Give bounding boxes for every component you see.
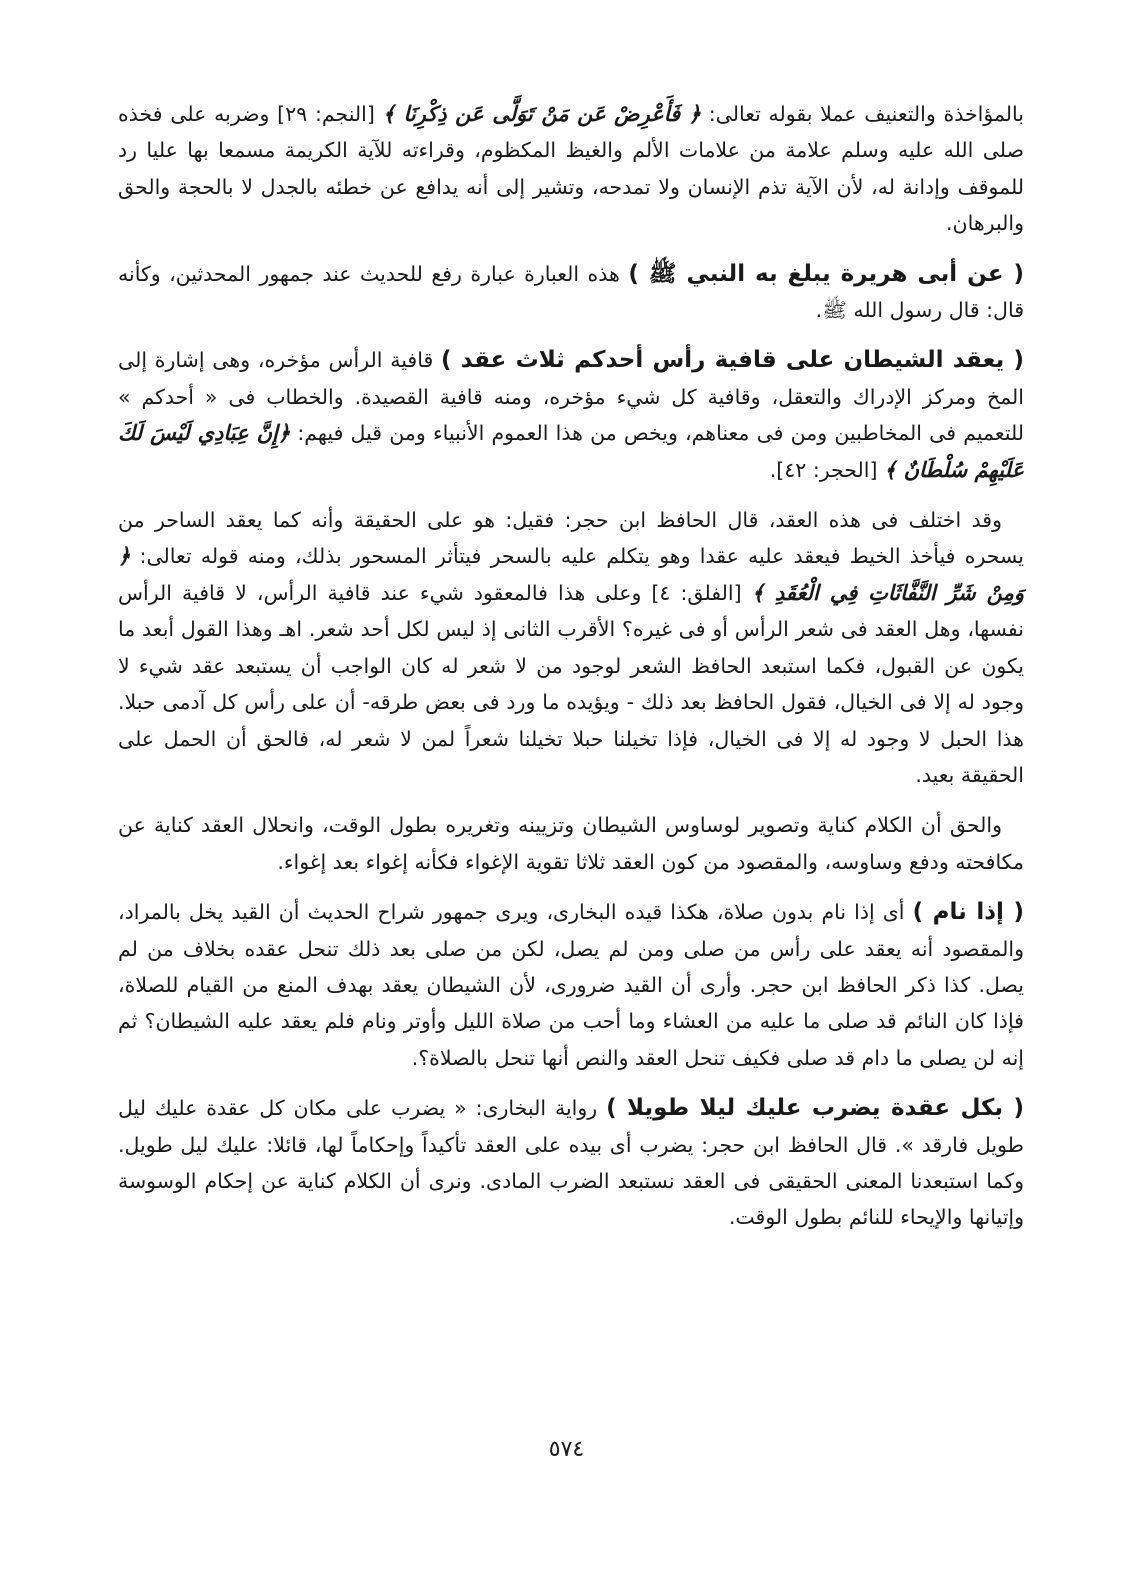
body-text: بالمؤاخذة والتعنيف عملا بقوله تعالى:	[700, 102, 1024, 126]
paragraph-5	[118, 807, 1024, 880]
body-text: أى إذا نام بدون صلاة، هكذا قيده البخارى، ويرى جمهور شراح الحديث أن القيد يخل بالمراد، والمقصود أنه يعقد على رأس من صلى ومن لم يصل، لكن من صلى بعد ذلك تنحل عقده بخلاف من لم يصل. كذا ذكر الحافظ ابن حجر. وأرى أن القيد ضرورى، لأن الشيطان يعقد بهدف المنع من القيام للصلاة، فإذا كان النائم قد صلى ما عليه من العشاء وما أحب من صلاة الليل وأوتر ونام فلم يعقد عليه الشيطان؟ ثم إنه لن يصلى ما دام قد صلى فكيف تنحل العقد والنص أنها تنحل بالصلاة؟.	[118, 900, 1024, 1070]
quran-verse: ﴿ فَأَعْرِضْ عَن مَنْ تَوَلَّى عَن ذِكْرِنَا ﴾	[382, 101, 701, 126]
paragraph-2	[118, 256, 1024, 329]
body-text: قافية الرأس مؤخره، وهى إشارة إلى المخ ومركز الإدراك والتعقل، وقافية كل شيء مؤخره، ومنه قافية القصيدة. والخطاب فى « أحدكم » للتعميم فى المخاطبين ومن فى معناهم، ويخص من هذا العموم الأنبياء ومن قيل فيهم:	[118, 348, 1024, 446]
quran-verse: ﴿ وَمِنْ شَرِّ النَّفَّاثَاتِ فِي الْعُقَدِ ﴾	[118, 543, 1025, 605]
body-text: [النجم: ٢٩] وضربه على فخذه صلى الله عليه وسلم علامة من علامات الألم والغيظ المكظوم، وقراءته للآية الكريمة مسمعا بها عليا رد للموقف وإدانة له، لأن الآية تذم الإنسان ولا تمدحه، وتشير إلى أنه يدافع عن خطئه بالجدل لا بالحجة والحق والبرهان.	[118, 102, 1024, 236]
paragraph-6	[118, 894, 1024, 1076]
body-text: رواية البخارى: « يضرب على مكان كل عقدة عليك ليل طويل فارقد ». قال الحافظ ابن حجر: يضرب أى بيده على العقد تأكيداً وإحكاماً لها، قائلا: عليك ليل طويل. وكما استبعدنا المعنى الحقيقى فى العقد نستبعد الضرب المادى. ونرى أن الكلام كناية عن إحكام الوسوسة وإتيانها والإيحاء للنائم بطول الوقت.	[118, 1096, 1024, 1230]
hadith-phrase-heading: ( بكل عقدة يضرب عليك ليلا طويلا )	[606, 1095, 1024, 1122]
body-text: والحق أن الكلام كناية وتصوير لوساوس الشيطان وتزيينه وتغريره بطول الوقت، وانحلال العقد كناية عن مكافحته ودفع وساوسه، والمقصود من كون العقد ثلاثا تقوية الإغواء فكأنه إغواء بعد إغواء.	[118, 813, 1024, 874]
paragraph-1	[118, 96, 1024, 242]
paragraph-7	[118, 1090, 1024, 1236]
hadith-phrase-heading: ( إذا نام )	[912, 899, 1024, 926]
body-text: [الحجر: ٤٢].	[769, 457, 878, 482]
body-text: هذه العبارة عبارة رفع للحديث عند جمهور المحدثين، وكأنه قال: قال رسول الله ﷺ.	[118, 261, 1024, 323]
body-text: وقد اختلف فى هذه العقد، قال الحافظ ابن حجر: فقيل: هو على الحقيقة وأنه كما يعقد الساحر من يسحره فيأخذ الخيط فيعقد عليه عقدا وهو يتكلم عليه بالسحر فيتأثر المسحور بذلك، ومنه قوله تعالى:	[118, 508, 1024, 569]
document-page	[118, 96, 1024, 1250]
quran-verse: ﴿إِنَّ عِبَادِي لَيْسَ لَكَ عَلَيْهِمْ سُلْطَانٌ ﴾	[118, 420, 1024, 482]
page-number: ٥٧٤	[548, 1437, 585, 1462]
body-text: [الفلق: ٤] وعلى هذا فالمعقود شيء عند قافية الرأس، لا قافية الرأس نفسها، وهل العقد فى شعر الرأس أو فى غيره؟ الأقرب الثانى إذ ليس لكل أحد شعر. اهـ وهذا القول أبعد ما يكون عن القبول، فكما استبعد الحافظ الشعر لوجود من لا شعر له كان الواجب أن يستبعد عقد شيء لا وجود له إلا فى الخيال، فقول الحافظ بعد ذلك - ويؤيده ما ورد فى بعض طرقه- أن على رأس كل آدمى حبلا. هذا الحبل لا وجود له إلا فى الخيال، فإذا تخيلنا حبلا تخيلنا شعراً لمن لا شعر له، فالحق أن الحمل على الحقيقة بعيد.	[118, 580, 1024, 787]
hadith-phrase-heading: ( عن أبى هريرة يبلغ به النبي ﷺ )	[628, 260, 1024, 287]
paragraph-3	[118, 342, 1024, 488]
hadith-phrase-heading: ( يعقد الشيطان على قافية رأس أحدكم ثلاث عقد )	[441, 347, 1024, 374]
paragraph-4	[118, 502, 1024, 793]
